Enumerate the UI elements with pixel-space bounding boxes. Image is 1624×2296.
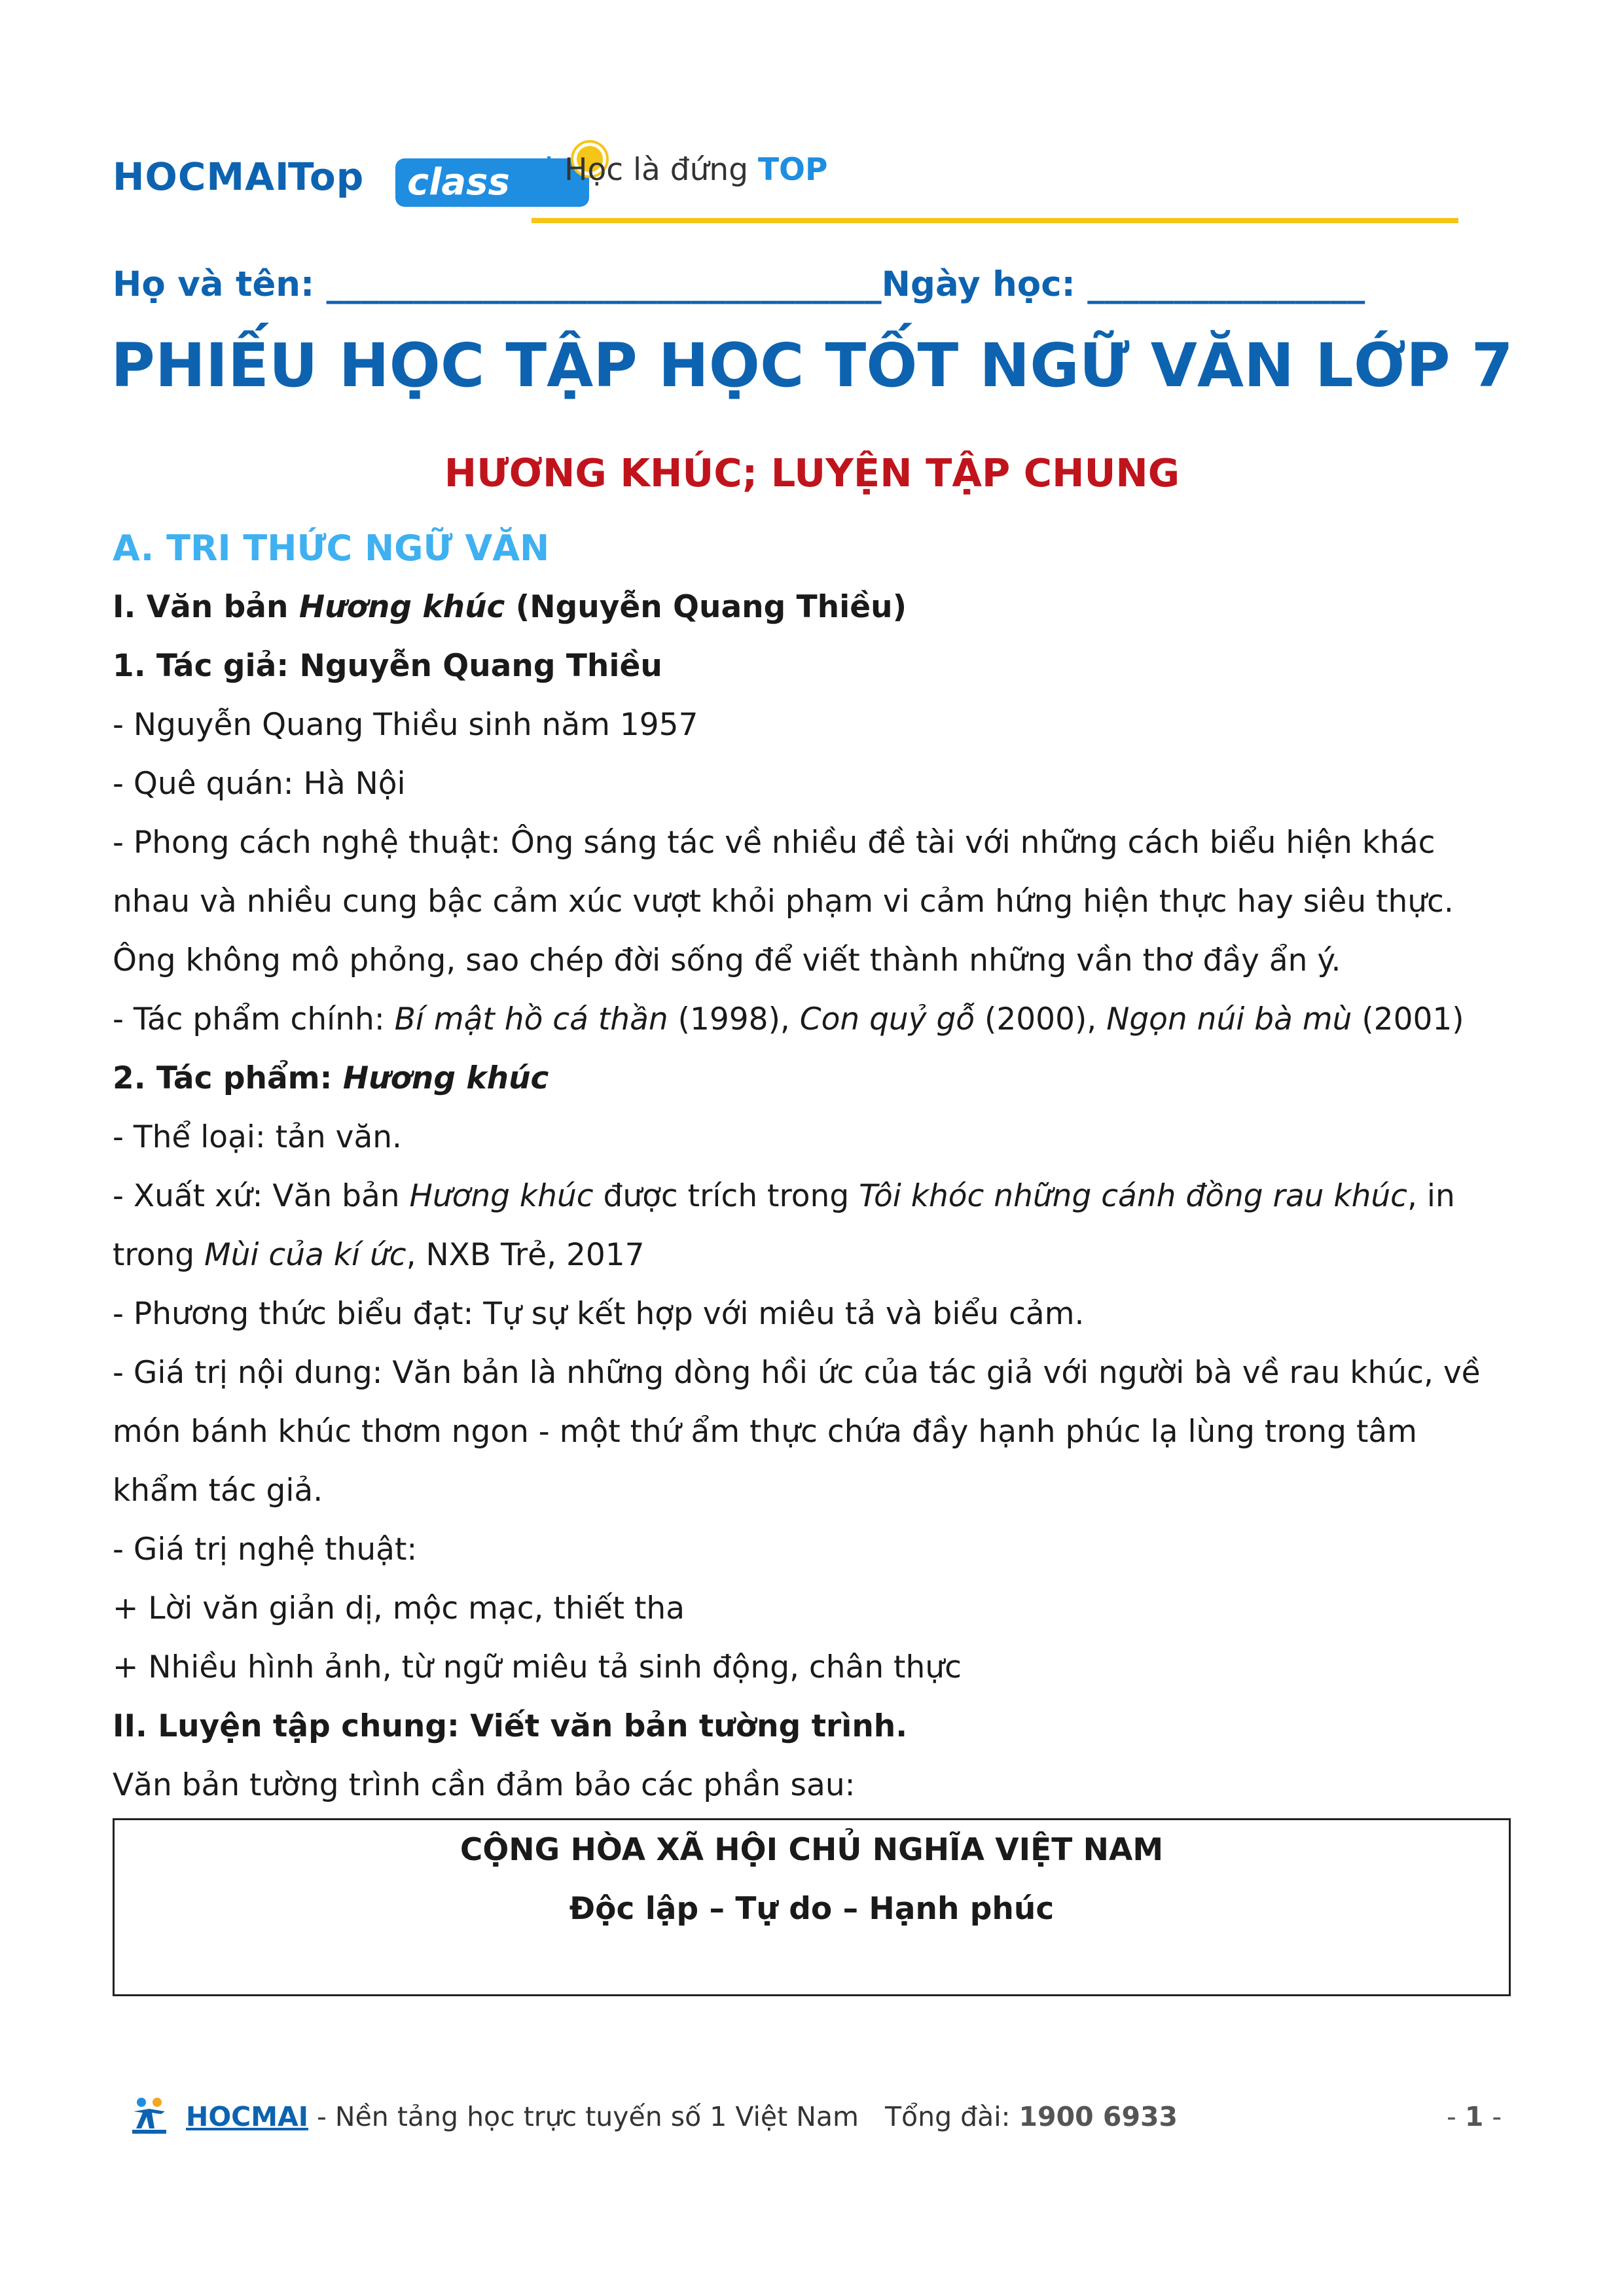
author-line: - Phong cách nghệ thuật: Ông sáng tác về nhiều đề tài với những cách biểu hiện khác <box>113 825 1435 861</box>
header-underline <box>532 218 1458 223</box>
page-subtitle: HƯƠNG KHÚC; LUYỆN TẬP CHUNG <box>444 450 1180 495</box>
footer-hotline: 1900 6933 <box>1019 2101 1178 2132</box>
author-line: - Quê quán: Hà Nội <box>113 766 406 802</box>
part1-heading: I. Văn bản Hương khúc (Nguyễn Quang Thiều) <box>113 589 907 625</box>
author-line: - Nguyễn Quang Thiều sinh năm 1957 <box>113 707 698 743</box>
logo-top-text: Top <box>288 154 365 199</box>
author-line: Ông không mô phỏng, sao chép đời sống để viết thành những vần thơ đầy ẩn ý. <box>113 942 1341 978</box>
footer-hotline-label: Tổng đài: <box>884 2101 1019 2132</box>
logo-hocmai-text: HOCMAI <box>113 154 290 199</box>
slogan <box>543 152 827 188</box>
logo-class-text: class <box>407 161 510 204</box>
report-template-box <box>113 1818 1511 1996</box>
text-line: món bánh khúc thơm ngon - một thứ ẩm thực chứa đầy hạnh phúc lạ lùng trong tâm <box>113 1414 1417 1450</box>
text-line: + Nhiều hình ảnh, từ ngữ miêu tả sinh động, chân thực <box>113 1649 962 1685</box>
work-heading: 2. Tác phẩm: Hương khúc <box>113 1060 549 1096</box>
slogan-top: TOP <box>758 152 828 188</box>
text-line: khẩm tác giả. <box>113 1473 323 1509</box>
text-line: - Giá trị nghệ thuật: <box>113 1532 418 1568</box>
main-works-line: - Tác phẩm chính: Bí mật hồ cá thần (1998), Con quỷ gỗ (2000), Ngọn núi bà mù (2001) <box>113 1001 1464 1037</box>
name-date-line: Họ và tên: ________________________________Ngày học: ________________ <box>113 264 1365 304</box>
page-number: - 1 - <box>1447 2101 1502 2132</box>
text-line: - Giá trị nội dung: Văn bản là những dòng hồi ức của tác giả với người bà về rau khúc, về <box>113 1355 1481 1391</box>
footer-text <box>186 2101 1178 2132</box>
origin-line: - Xuất xứ: Văn bản Hương khúc được trích trong Tôi khóc những cánh đồng rau khúc, in <box>113 1178 1455 1214</box>
hocmai-people-icon <box>128 2094 170 2136</box>
text-line: + Lời văn giản dị, mộc mạc, thiết tha <box>113 1590 685 1626</box>
page-title: PHIẾU HỌC TẬP HỌC TỐT NGỮ VĂN LỚP 7 <box>111 331 1513 401</box>
footer-brand-link[interactable]: HOCMAI <box>186 2101 309 2132</box>
part2-intro: Văn bản tường trình cần đảm bảo các phần sau: <box>113 1767 856 1803</box>
text-line: - Phương thức biểu đạt: Tự sự kết hợp với miêu tả và biểu cảm. <box>113 1296 1085 1332</box>
national-title: CỘNG HÒA XÃ HỘI CHỦ NGHĨA VIỆT NAM <box>460 1832 1164 1868</box>
footer-tagline: - Nền tảng học trực tuyến số 1 Việt Nam <box>308 2101 859 2132</box>
origin-line-2: trong Mùi của kí ức, NXB Trẻ, 2017 <box>113 1237 645 1273</box>
section-a-heading: A. TRI THỨC NGỮ VĂN <box>113 528 550 569</box>
slogan-divider: | <box>543 152 555 188</box>
slogan-text: Học là đứng <box>564 152 749 188</box>
author-heading: 1. Tác giả: Nguyễn Quang Thiều <box>113 648 662 684</box>
genre-line: - Thể loại: tản văn. <box>113 1119 403 1155</box>
author-line: nhau và nhiều cung bậc cảm xúc vượt khỏi phạm vi cảm hứng hiện thực hay siêu thực. <box>113 884 1454 920</box>
national-motto: Độc lập – Tự do – Hạnh phúc <box>569 1891 1055 1927</box>
part2-heading: II. Luyện tập chung: Viết văn bản tường trình. <box>113 1708 908 1744</box>
